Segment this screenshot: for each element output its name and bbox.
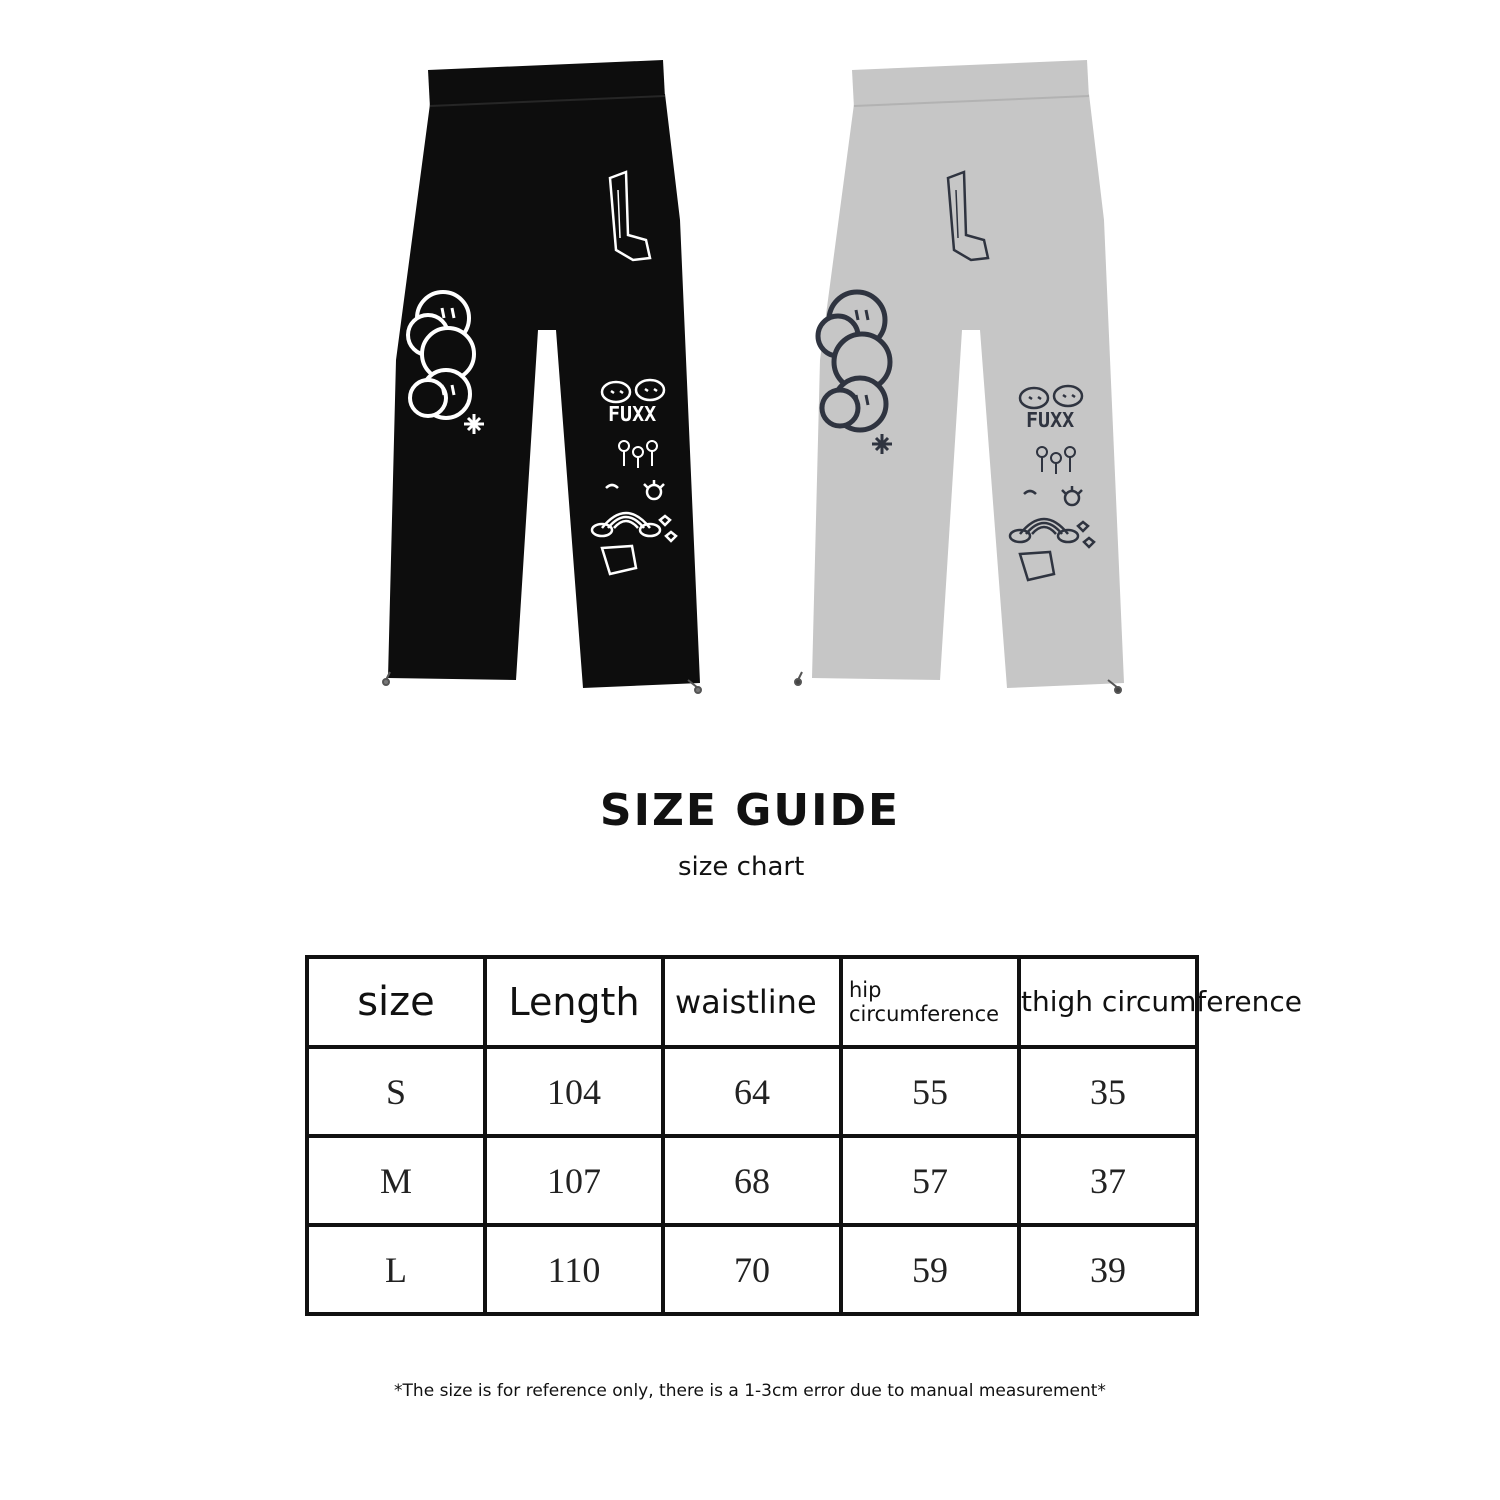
- table-row: [307, 1136, 1197, 1225]
- size-chart-subtitle: size chart: [678, 852, 805, 882]
- product-images: [0, 0, 1500, 740]
- table-cell: 64: [663, 1047, 841, 1136]
- table-cell: 68: [663, 1136, 841, 1225]
- fuxx-graphic-text: FUXX: [1026, 408, 1075, 432]
- header-hip-circumference: hip circumference: [841, 957, 1019, 1047]
- header-size: size: [307, 957, 485, 1047]
- table-cell: M: [307, 1136, 485, 1225]
- table-row: [307, 1047, 1197, 1136]
- table-cell: S: [307, 1047, 485, 1136]
- size-guide-title: SIZE GUIDE: [599, 785, 901, 836]
- table-cell: L: [307, 1225, 485, 1314]
- table-header-row: [307, 957, 1197, 1047]
- header-length: Length: [485, 957, 663, 1047]
- table-cell: 57: [841, 1136, 1019, 1225]
- table-cell: 35: [1019, 1047, 1197, 1136]
- header-waistline: waistline: [663, 957, 841, 1047]
- grey-pants-image: [795, 60, 1124, 693]
- fuxx-graphic-text: FUXX: [608, 402, 657, 426]
- table-cell: 55: [841, 1047, 1019, 1136]
- drawstring-left-icon: [383, 672, 390, 685]
- black-pants-image: [383, 60, 701, 693]
- table-cell: 59: [841, 1225, 1019, 1314]
- table-row: [307, 1225, 1197, 1314]
- header-thigh-circumference: thigh circumference: [1019, 957, 1197, 1047]
- table-cell: 107: [485, 1136, 663, 1225]
- measurement-note: *The size is for reference only, there is a 1-3cm error due to manual measurement*: [394, 1381, 1106, 1401]
- table-cell: 37: [1019, 1136, 1197, 1225]
- table-cell: 110: [485, 1225, 663, 1314]
- table-cell: 104: [485, 1047, 663, 1136]
- table-cell: 70: [663, 1225, 841, 1314]
- drawstring-left-icon: [795, 672, 802, 685]
- size-table: [305, 955, 1302, 1316]
- table-cell: 39: [1019, 1225, 1197, 1314]
